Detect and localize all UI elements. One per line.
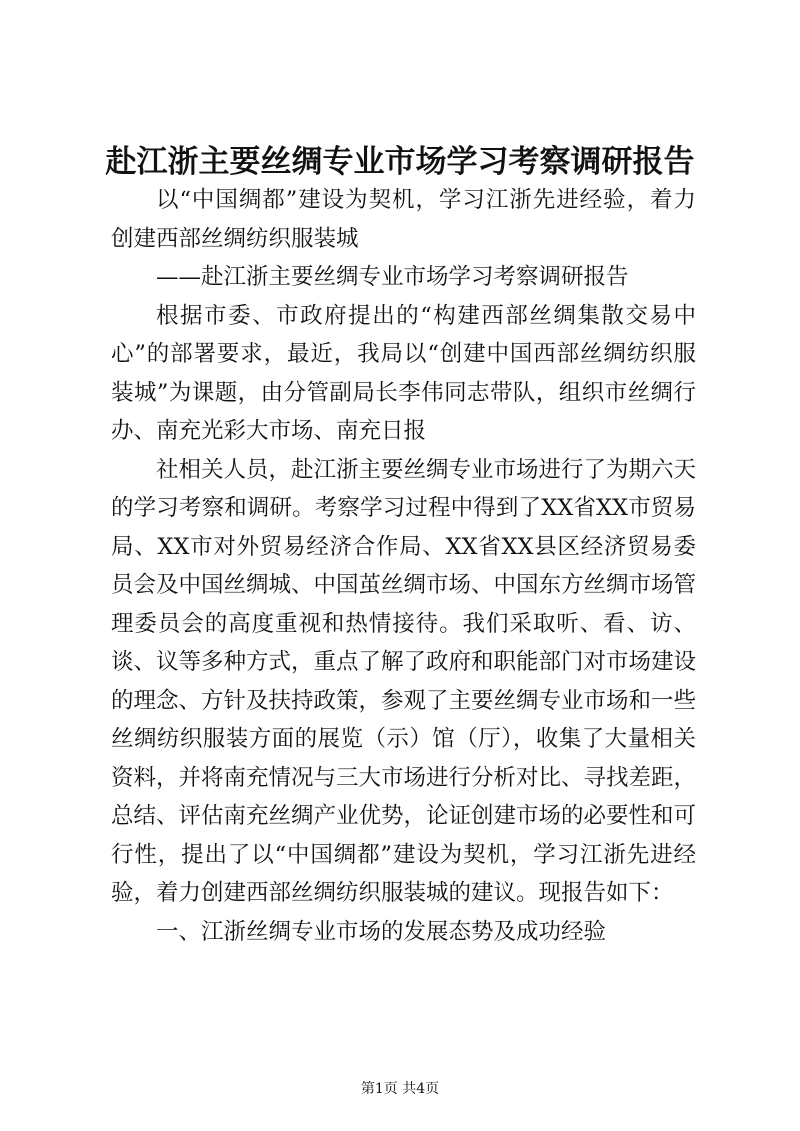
- document-body: [111, 181, 696, 951]
- page-number-footer: 第1页 共4页: [360, 1081, 440, 1097]
- document-title: 赴江浙主要丝绸专业市场学习考察调研报告: [105, 144, 695, 180]
- section-heading: 一、江浙丝绸专业市场的发展态势及成功经验: [156, 918, 607, 945]
- body-paragraph: 根据市委、市政府提出的“构建西部丝绸集散交易中心”的部署要求，最近，我局以“创建中国西部丝绸纺织服装城”为课题，由分管副局长李伟同志带队，组织市丝绸行办、南充光彩大市场、南充日报: [111, 302, 696, 444]
- body-paragraph: 社相关人员，赴江浙主要丝绸专业市场进行了为期六天的学习考察和调研。考察学习过程中得到了XX省XX市贸易局、XX市对外贸易经济合作局、XX省XX县区经济贸易委员会及中国丝绸城、中国茧丝绸市场、中国东方丝绸市场管理委员会的高度重视和热情接待。我们采取听、看、访、谈、议等多种方式，重点了解了政府和职能部门对市场建设的理念、方针及扶持政策，参观了主要丝绸专业市场和一些丝绸纺织服装方面的展览（示）馆（厅），收集了大量相关资料，并将南充情况与三大市场进行分析对比、寻找差距，总结、评估南充丝绸产业优势，论证创建市场的必要性和可行性，提出了以“中国绸都”建设为契机，学习江浙先进经验，着力创建西部丝绸纺织服装城的建议。现报告如下：: [111, 456, 697, 906]
- subtitle-paragraph: 以“中国绸都”建设为契机，学习江浙先进经验，着力创建西部丝绸纺织服装城: [111, 187, 696, 252]
- subtitle-dash-line: ——赴江浙主要丝绸专业市场学习考察调研报告: [156, 264, 629, 290]
